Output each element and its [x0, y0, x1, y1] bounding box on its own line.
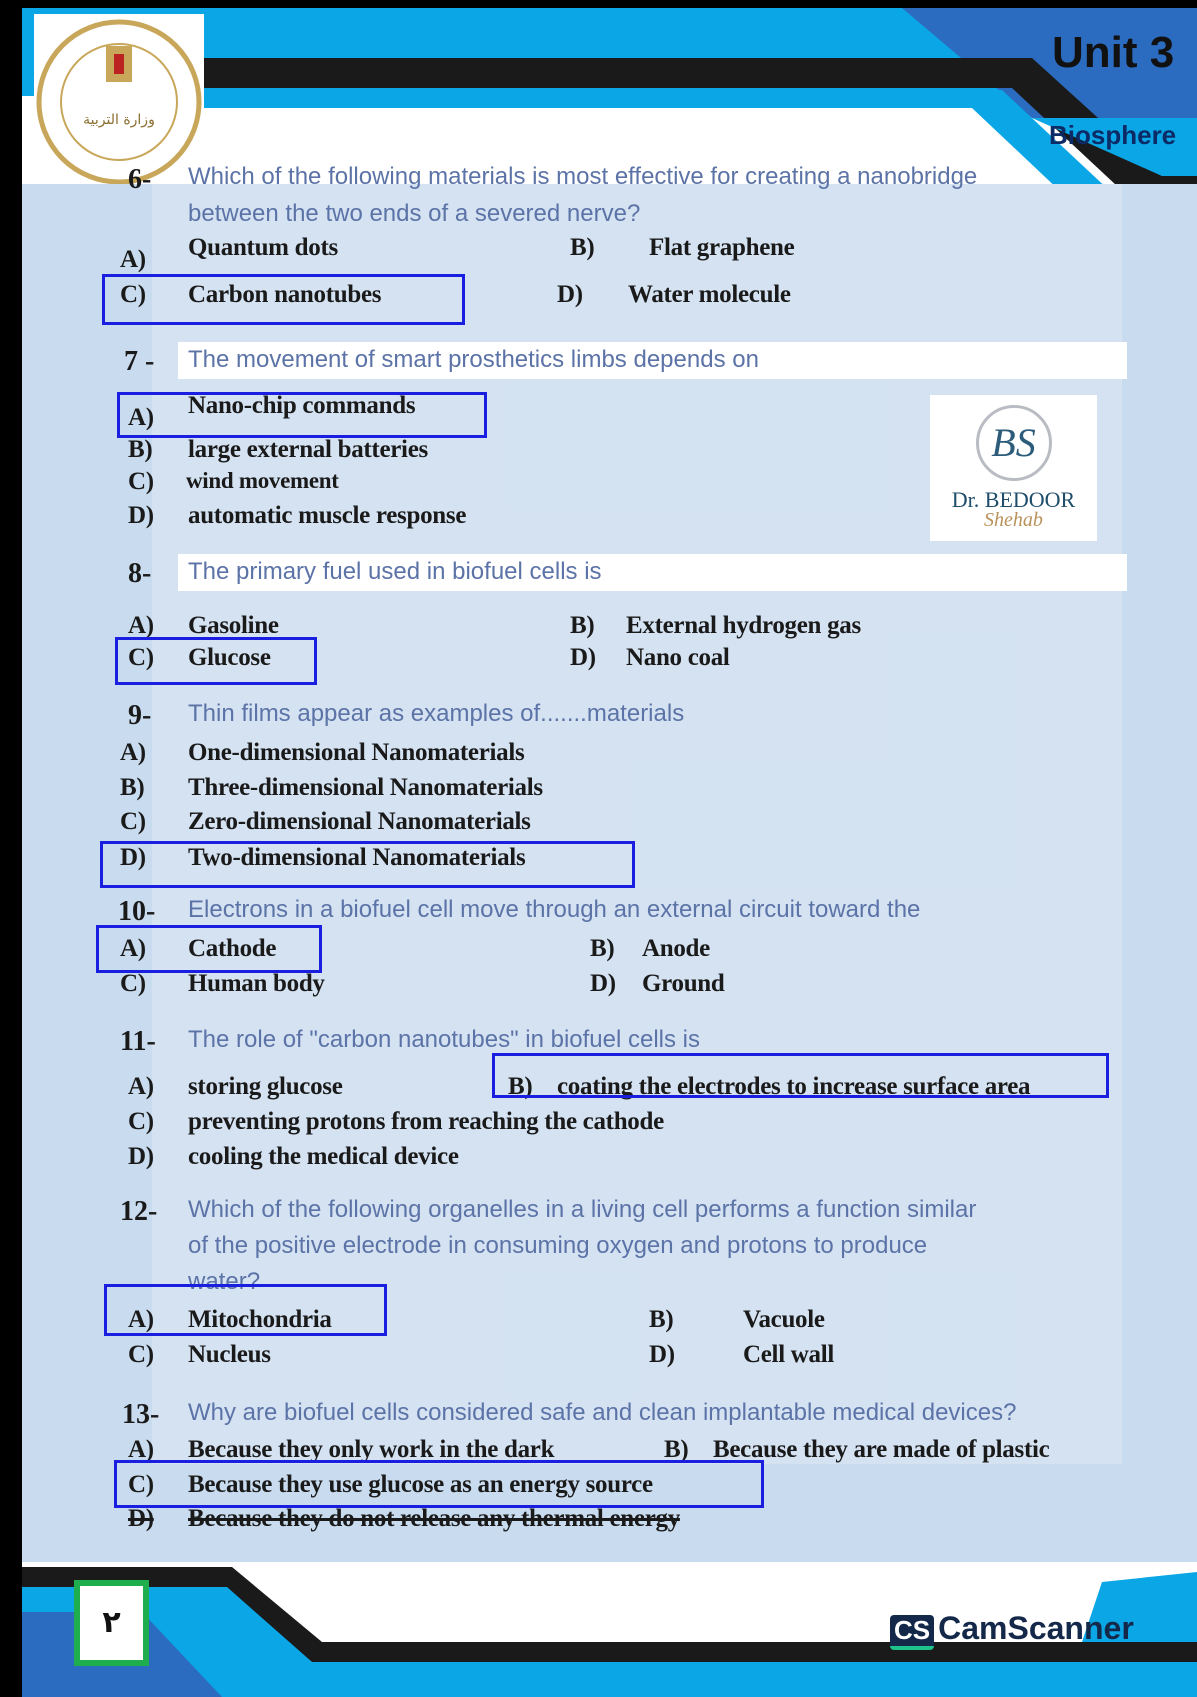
question-text: Which of the following organelles in a living cell performs a function similar — [188, 1196, 977, 1223]
question-text: water? — [188, 1268, 261, 1295]
option-text: Cathode — [188, 935, 277, 962]
option-text: Three-dimensional Nanomaterials — [188, 774, 543, 801]
option-letter: B) — [570, 612, 595, 639]
option-text: Vacuole — [743, 1306, 825, 1333]
question-text: Which of the following materials is most effective for creating a nanobridge — [188, 163, 978, 190]
question-number: 6- — [128, 164, 152, 195]
option-letter: B) — [590, 935, 615, 962]
option-letter: B) — [128, 436, 153, 463]
option-text: storing glucose — [188, 1073, 343, 1100]
ministry-logo — [34, 14, 204, 186]
option-text: External hydrogen gas — [626, 612, 861, 639]
option-text: automatic muscle response — [188, 502, 467, 529]
author-monogram-icon: BS — [976, 405, 1052, 481]
option-text: Nucleus — [188, 1341, 271, 1368]
option-text: Two-dimensional Nanomaterials — [188, 844, 526, 871]
option-text: coating the electrodes to increase surface area — [557, 1073, 1031, 1100]
option-letter: C) — [120, 970, 146, 997]
option-letter: C) — [128, 1341, 154, 1368]
option-letter: D) — [128, 502, 154, 529]
author-name: Dr. BEDOOR — [951, 487, 1076, 512]
option-letter: A) — [128, 1073, 154, 1100]
option-letter: D) — [128, 1143, 154, 1170]
option-text: One-dimensional Nanomaterials — [188, 739, 525, 766]
unit-title: Unit 3 — [1052, 28, 1175, 77]
option-letter: A) — [128, 404, 154, 431]
option-letter: C) — [128, 1471, 154, 1498]
worksheet-page — [22, 8, 1197, 1697]
question-number: 7 - — [124, 346, 155, 377]
option-text: Because they only work in the dark — [188, 1436, 555, 1463]
option-text: Cell wall — [743, 1341, 835, 1368]
option-text: Because they are made of plastic — [713, 1436, 1050, 1463]
option-text: Glucose — [188, 644, 271, 671]
option-letter: A) — [128, 1436, 154, 1463]
option-text: Zero-dimensional Nanomaterials — [188, 808, 531, 835]
option-letter: B) — [120, 774, 145, 801]
option-letter: B) — [508, 1073, 533, 1100]
option-letter: C) — [128, 468, 154, 495]
question-number: 13- — [122, 1399, 160, 1430]
option-letter: C) — [128, 1108, 154, 1135]
question-text: of the positive electrode in consuming oxygen and protons to produce — [188, 1232, 928, 1259]
question-number: 8- — [128, 558, 152, 589]
svg-text:وزارة التربية: وزارة التربية — [83, 112, 155, 128]
answer-mark — [100, 841, 635, 888]
author-surname: Shehab — [984, 509, 1043, 531]
option-text: cooling the medical device — [188, 1143, 459, 1170]
option-text: Human body — [188, 970, 325, 997]
question-number: 11- — [120, 1026, 156, 1057]
option-letter: B) — [649, 1306, 674, 1333]
option-text: Flat graphene — [649, 234, 795, 261]
answer-mark — [104, 1284, 387, 1336]
option-letter: A) — [128, 612, 154, 639]
question-text: The role of "carbon nanotubes" in biofuel cells is — [188, 1026, 701, 1053]
option-text: Nano-chip commands — [188, 392, 416, 419]
question-number: 10- — [118, 896, 156, 927]
topic-title: Biosphere — [1049, 120, 1177, 150]
answer-mark — [117, 392, 487, 438]
question-text: Electrons in a biofuel cell move through an external circuit toward the — [188, 896, 921, 923]
option-text: Water molecule — [628, 281, 791, 308]
question-text: The primary fuel used in biofuel cells is — [188, 558, 602, 585]
page-number: ٢ — [74, 1580, 149, 1666]
option-letter: D) — [649, 1341, 675, 1368]
camscanner-label: CamScanner — [938, 1610, 1134, 1646]
option-letter: C) — [120, 281, 146, 308]
question-text: Why are biofuel cells considered safe and clean implantable medical devices? — [188, 1399, 1017, 1426]
option-letter: B) — [664, 1436, 689, 1463]
option-letter: D) — [120, 844, 146, 871]
option-text: Nano coal — [626, 644, 730, 671]
option-letter: B) — [570, 234, 595, 261]
answer-mark — [115, 637, 317, 685]
option-text: Because they do not release any thermal energy — [188, 1505, 680, 1532]
option-letter: D) — [590, 970, 616, 997]
option-text: preventing protons from reaching the cathode — [188, 1108, 664, 1135]
answer-mark — [492, 1053, 1109, 1098]
option-letter: C) — [120, 808, 146, 835]
camscanner-icon: CS — [890, 1615, 934, 1650]
answer-mark — [96, 925, 322, 973]
option-letter: A) — [120, 935, 146, 962]
option-letter: A) — [120, 246, 146, 273]
option-text: Anode — [642, 935, 710, 962]
option-text: Gasoline — [188, 612, 279, 639]
option-text: Carbon nanotubes — [188, 281, 382, 308]
option-text: large external batteries — [188, 436, 428, 463]
question-text: between the two ends of a severed nerve? — [188, 200, 641, 227]
camscanner-badge — [890, 1610, 1134, 1650]
option-letter: C) — [128, 644, 154, 671]
question-number: 9- — [128, 700, 152, 731]
question-text: The movement of smart prosthetics limbs depends on — [188, 346, 759, 373]
option-letter: D) — [570, 644, 596, 671]
option-text: Quantum dots — [188, 234, 338, 261]
option-text: Because they use glucose as an energy source — [188, 1471, 653, 1498]
answer-mark — [114, 1460, 764, 1508]
option-letter: D) — [557, 281, 583, 308]
question-text: Thin films appear as examples of.......materials — [188, 700, 685, 727]
question-number: 12- — [120, 1196, 158, 1227]
option-text: Ground — [642, 970, 725, 997]
option-letter: A) — [128, 1306, 154, 1333]
answer-mark — [102, 274, 465, 325]
option-letter: D) — [128, 1505, 154, 1532]
option-text: wind movement — [186, 468, 339, 493]
option-text: Mitochondria — [188, 1306, 332, 1333]
ministry-seal-icon — [34, 14, 204, 186]
author-logo — [930, 395, 1097, 541]
option-letter: A) — [120, 739, 146, 766]
